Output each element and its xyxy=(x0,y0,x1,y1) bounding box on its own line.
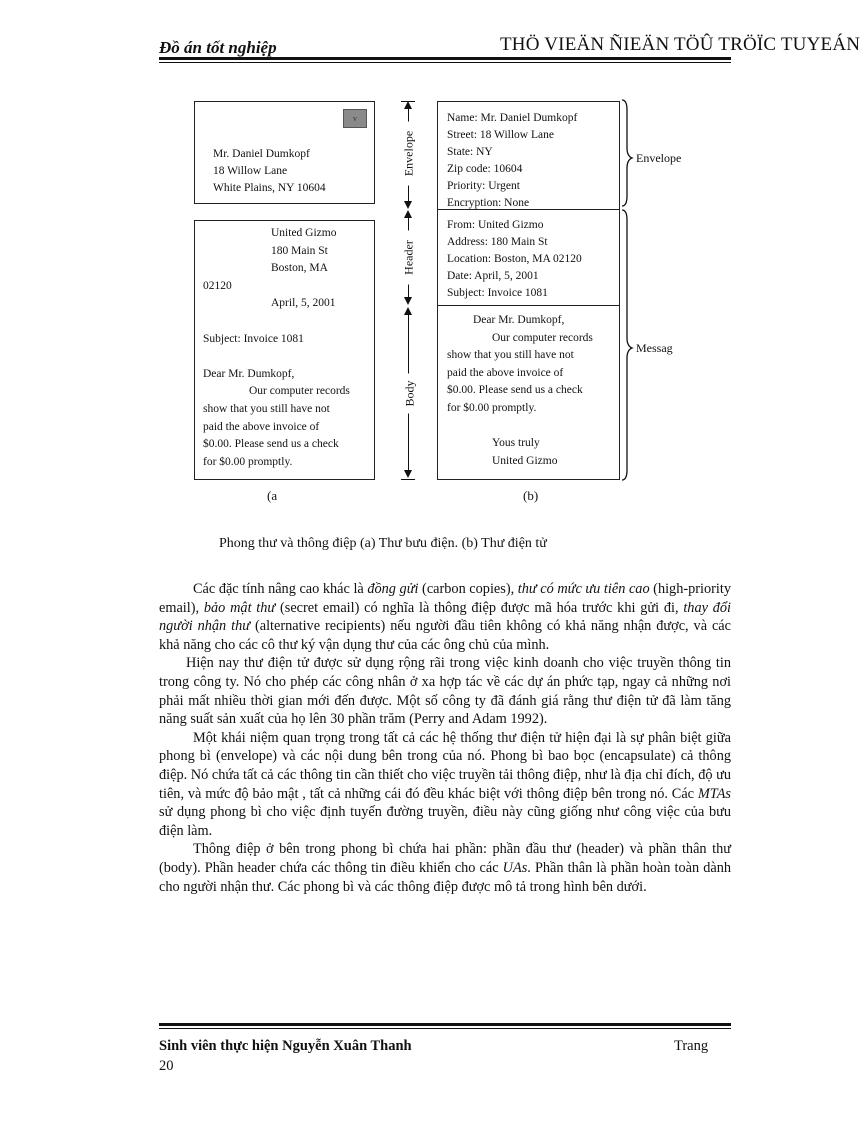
footer-author: Sinh viên thực hiện Nguyễn Xuân Thanh xyxy=(159,1038,412,1054)
panel-a-envelope xyxy=(194,101,375,204)
text-run: (alternative recipients) nếu người đầu tiên không có khả năng nhận được, và các khả năng cho các cô thư ký vận dụng thư của các ông chủ của mình. xyxy=(159,618,731,653)
b-header-line: Date: April, 5, 2001 xyxy=(447,270,539,282)
a-envelope-line: White Plains, NY 10604 xyxy=(213,182,326,194)
message-brace xyxy=(622,210,632,480)
text-run: Thông điệp ở bên trong phong bì chứa hai phần: phần đầu thư (header) và phần thân thư (body). Phần header chứa các thông tin điều khiển cho các xyxy=(159,841,731,876)
stamp-icon: v xyxy=(343,109,367,128)
panel-b-email xyxy=(437,101,620,480)
a-letter-line: Our computer records xyxy=(249,385,350,398)
header-rule-thick xyxy=(159,57,731,60)
italic-term: thư có mức ưu tiên cao xyxy=(517,581,650,597)
panel-b-envelope-section xyxy=(438,102,619,210)
footer-page-label: Trang xyxy=(674,1038,709,1054)
a-letter-line: Subject: Invoice 1081 xyxy=(203,332,304,345)
envelope-brace xyxy=(622,100,632,206)
paragraph-4 xyxy=(159,840,731,896)
body-arrow-label: Body xyxy=(402,374,419,414)
message-brace-label: Messag xyxy=(636,341,673,355)
figure-caption: Phong thư và thông điệp (a) Thư bưu điện. (b) Thư điện tử xyxy=(219,536,547,551)
b-envelope-line: Street: 18 Willow Lane xyxy=(447,129,554,141)
a-envelope-line: 18 Willow Lane xyxy=(213,165,288,177)
text-run: (high-priority email), xyxy=(159,581,732,616)
a-letter-line: Boston, MA xyxy=(271,262,328,275)
italic-term: MTAs xyxy=(697,785,731,802)
b-body-line: show that you still have not xyxy=(447,349,574,362)
b-body-line: for $0.00 promptly. xyxy=(447,402,537,414)
b-body-line: United Gizmo xyxy=(492,454,558,467)
b-envelope-line: Priority: Urgent xyxy=(447,180,520,192)
a-letter-line: 02120 xyxy=(203,279,232,292)
b-body-line: Yous truly xyxy=(492,437,540,450)
a-letter-line: paid the above invoice of xyxy=(203,420,320,433)
page-header-left: Đồ án tốt nghiệp xyxy=(159,38,277,57)
b-body-line: Our computer records xyxy=(492,331,593,344)
panel-b-header-section xyxy=(438,210,619,306)
panel-a-label: (a xyxy=(267,488,278,503)
text-run: Một khái niệm quan trọng trong tất cả các hệ thống thư điện tử hiện đại là sự phân biệt giữa phong bì (envelope) và các nội dung bên trong của nó. Phong bì bao bọc (encapsulate) cả thông điệp. Nó chứa tất cả các thông tin cần thiết cho việc truyền tải thông điệp, như là địa chỉ đích, độ ưu tiên, và mức độ bảo mật , tất cả những cái đó đều khác biệt với thông điệp bên trong nó. Các xyxy=(159,729,731,802)
b-envelope-line: Zip code: 10604 xyxy=(447,163,523,175)
b-header-line: Subject: Invoice 1081 xyxy=(447,287,548,299)
page-header-right: THÖ VIEÄN ÑIEÄN TÖÛ TRÖÏC TUYEÁN xyxy=(500,34,860,55)
b-body-line: paid the above invoice of xyxy=(447,366,564,379)
italic-term: UAs xyxy=(502,859,528,876)
b-envelope-line: State: NY xyxy=(447,146,493,158)
text-run: (secret email) có nghĩa là thông điệp được mã hóa trước khi gửi đi, xyxy=(275,599,684,616)
header-rule-thin xyxy=(159,62,731,63)
footer-rule-thin xyxy=(159,1028,731,1029)
footer-rule-thick xyxy=(159,1023,731,1026)
a-letter-line: April, 5, 2001 xyxy=(271,297,336,310)
panel-a-letter xyxy=(194,220,375,480)
envelope-arrow-label: Envelope xyxy=(401,122,418,186)
italic-term: đồng gửi xyxy=(367,581,419,597)
panel-b-body-section xyxy=(438,306,619,480)
b-envelope-line: Name: Mr. Daniel Dumkopf xyxy=(447,112,578,124)
paragraph-1 xyxy=(159,580,731,654)
text-run: . Phần thân là phần hoàn toàn dành cho người nhận thư. Các phong bì và các thông điệp được mô tả trong hình bên dưới. xyxy=(159,859,731,895)
paragraph-2: Hiện nay thư điện tử được sử dụng rộng rãi trong việc kinh doanh cho việc truyền thông tin trong công ty. Nó cho phép các công nhân ở xa hợp tác về các dự án phức tạp, ngay cả những nơi phải mất nhiều thời gian mới đến được. Một số công ty đã đánh giá rằng thư điện tử đã làm tăng năng suất sản xuất của họ lên 30 phần trăm (Perry and Adam 1992). xyxy=(159,655,731,728)
a-letter-line: show that you still have not xyxy=(203,403,330,415)
envelope-brace-label: Envelope xyxy=(636,151,682,165)
text-run: (carbon copies), xyxy=(418,581,518,597)
a-letter-line: Dear Mr. Dumkopf, xyxy=(203,367,295,380)
italic-term: thay đổi người nhận thư xyxy=(159,599,731,635)
a-letter-line: $0.00. Please send us a check xyxy=(203,438,339,451)
body-text xyxy=(159,580,731,896)
a-envelope-line: Mr. Daniel Dumkopf xyxy=(213,148,310,160)
b-body-line: Dear Mr. Dumkopf, xyxy=(473,314,565,326)
footer-page-number: 20 xyxy=(159,1058,174,1074)
b-header-line: Address: 180 Main St xyxy=(447,236,548,248)
b-body-line: $0.00. Please send us a check xyxy=(447,384,583,397)
b-header-line: Location: Boston, MA 02120 xyxy=(447,253,582,265)
header-arrow-label: Header xyxy=(401,231,418,285)
paragraph-3 xyxy=(159,729,731,841)
a-letter-line: for $0.00 promptly. xyxy=(203,455,293,468)
panel-b-label: (b) xyxy=(523,488,539,503)
a-letter-line: 180 Main St xyxy=(271,244,328,257)
text-run: sử dụng phong bì cho việc định tuyến đường truyền, điều này cũng giống như công việc của bưu điện làm. xyxy=(159,804,731,839)
a-letter-line: United Gizmo xyxy=(271,227,337,239)
right-braces xyxy=(620,98,636,484)
text-run: Các đặc tính nâng cao khác là xyxy=(193,581,368,597)
b-envelope-line: Encryption: None xyxy=(447,197,530,209)
italic-term: bảo mật thư xyxy=(203,599,276,616)
b-header-line: From: United Gizmo xyxy=(447,219,544,231)
